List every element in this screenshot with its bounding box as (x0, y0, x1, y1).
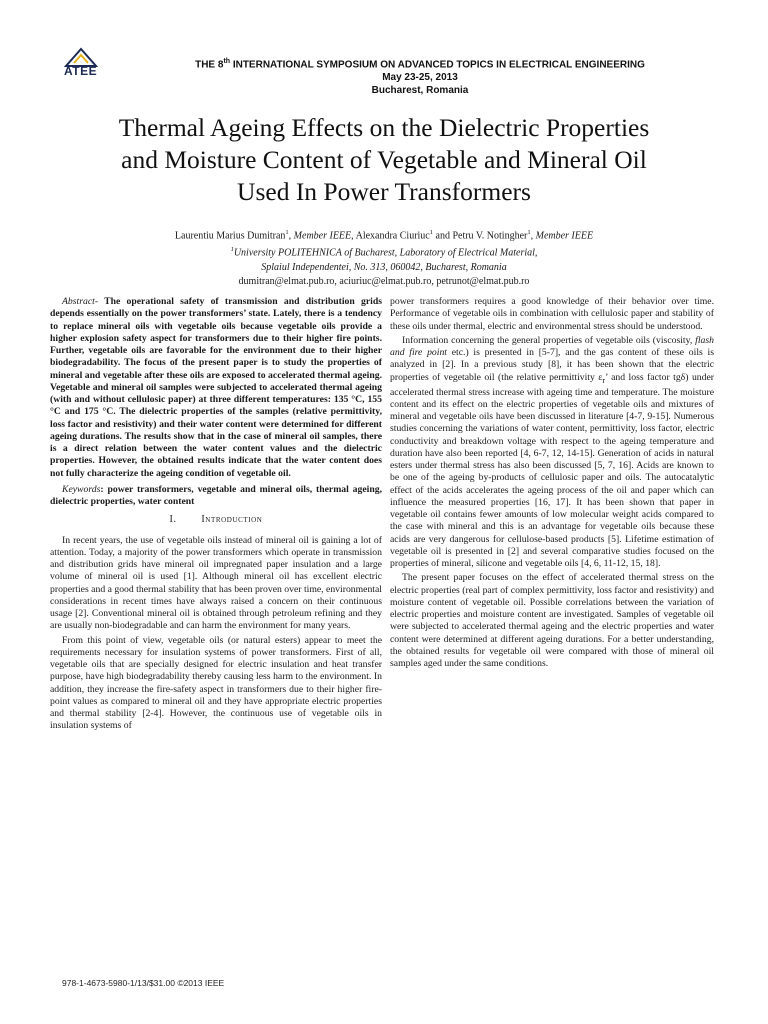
author-list: Laurentiu Marius Dumitran$^1$, Member IEEE, Alexandra Ciuriuc$^1$ and Petru V. Notingher$^1$, Member IEEE (174, 229, 594, 242)
left-column (50, 296, 382, 733)
right-paragraph-2: Information concerning the general properties of vegetable oils (viscosity, flash and fire point etc.) is presented in [5-7], and the gas content of these oils is analyzed in [2]. In a previous study [8], it has been shown that the electric properties of vegetable oil (the relative permittivity $\varepsilon_r$’ and loss factor tgδ) under accelerated thermal stress increase with ageing time and temperature. The moisture content and its effect on the electric properties of vegetable oils and mixtures of mineral and vegetable oils have been discussed in literature [4-7, 9-15]. Numerous studies concerning the variations of water content, permittivity, loss factor, electric conductivity and breakdown voltage with respect to the ageing temperature and duration have also been reported [4, 6-7, 12, 14-15]. Generation of acids in natural esters under thermal stress has also been discussed [5, 7, 16]. Acids are known to be one of the ageing by-products of cellulosic paper and oils. The autocatalytic effect of the acids accelerates the ageing process of the oil and paper which can influence the measured properties [16, 17]. It has been shown that paper in vegetable oil contains fewer amounts of low molecular weight acids compared to the case with mineral and this is an advantage for vegetable oils because these acids are very dangerous for cellulose-based products [5]. Lifetime estimation of vegetable oil is presented in [2] and several comparative studies focused on the properties of mineral, silicone and vegetable oils [4, 6, 11-12, 15, 18]. (390, 334, 715, 570)
intro-paragraph-1: In recent years, the use of vegetable oils instead of mineral oil is gaining a lot of attention. Today, a majority of the power transformers which operate in transmission and distribution grids have mineral oil impregnated paper insulation and a large volume of mineral oil is used [1]. Although mineral oil has excellent electric properties and a good thermal stability that has been proven over time, environmental considerations in recent times have always raised a concern on their continuous usage [2]. Conventional mineral oil is obtained through petroleum refining and they are usually non-biodegradable and can harm the environment for many years. (50, 534, 382, 632)
right-column (390, 296, 714, 670)
conference-header (130, 55, 710, 97)
right-paragraph-3: The present paper focuses on the effect of accelerated thermal stress on the electric properties (real part of complex permittivity, loss factor and resistivity) and moisture content of vegetable oil. Possible correlations between the variation of electric properties and moisture content are investigated. Samples of vegetable oil were subjected to accelerated thermal ageing and the electric properties and water content were determined at different ageing durations. For a better understanding, the obtained results for vegetable oil were compared with those of mineral oil samples aged under the same conditions. (390, 572, 714, 670)
conference-location: Bucharest, Romania (371, 85, 469, 97)
conference-date: May 23-25, 2013 (382, 72, 458, 84)
copyright-footer: 978-1-4673-5980-1/13/$31.00 ©2013 IEEE (62, 978, 225, 988)
section-heading-introduction: I. Introduction (169, 514, 263, 526)
right-paragraph-1: power transformers requires a good knowledge of their behavior over time. Performance of vegetable oils in combination with cellulosic paper and stability of these oils under thermal, electric and environmental stress should be understood. (390, 296, 714, 332)
logo-text: ATEE (64, 64, 98, 78)
address: Splaiul Independentei, No. 313, 060042, Bucharest, Romania (261, 261, 507, 273)
conference-name: THE 8th INTERNATIONAL SYMPOSIUM ON ADVANCED TOPICS IN ELECTRICAL ENGINEERING (195, 58, 645, 71)
keywords: Keywords: power transformers, vegetable and mineral oils, thermal ageing, dielectric properties, water content (50, 483, 382, 507)
emails: dumitran@elmat.pub.ro, aciuriuc@elmat.pub.ro, petrunot@elmat.pub.ro (238, 275, 530, 287)
author-block (0, 226, 768, 289)
abstract: Abstract- The operational safety of transmission and distribution grids depends essentially on the power transformers’ state. Lately, there is a tendency to replace mineral oils with vegetable oils because vegetable oils provide a higher explosion safety aspect for transformers due to their higher fire points. Further, vegetable oils are favorable for the environment due to their higher biodegradability. The focus of the present paper is to study the properties of mineral and vegetable after these oils are exposed to accelerated thermal ageing. Vegetable and mineral oil samples were subjected to accelerated thermal ageing (with and without cellulosic paper) at three different temperatures: 135 °C, 155 °C and 175 °C. The dielectric properties of the samples (relative permittivity, loss factor and resistivity) and their water content were determined for different ageing durations. The results show that in the case of mineral oil samples, there is a direct relation between the water content values and the dielectric properties. However, the obtained results indicate that the water content does not fully characterize the ageing condition of vegetable oil. (50, 296, 382, 479)
paper-title: Thermal Ageing Effects on the Dielectric Properties and Moisture Content of Vegetable and Mineral Oil Used In Power Transformers (118, 113, 650, 206)
intro-paragraph-2: From this point of view, vegetable oils (or natural esters) appear to meet the requirements necessary for insulation systems of power transformers. First of all, vegetable oils that are specially designed for electric insulation and heat transfer purpose, have high biodegradability thereby causing less harm to the environment. In addition, they increase the fire-safety aspect in transformers due to their higher fire-point values as compared to mineral oil and they have appropriate electric properties and thermal stability [2-4]. However, the continuous use of vegetable oils in insulation systems of (50, 634, 382, 732)
affiliation: $^1$University POLITEHNICA of Bucharest, Laboratory of Electrical Material, (230, 246, 538, 259)
